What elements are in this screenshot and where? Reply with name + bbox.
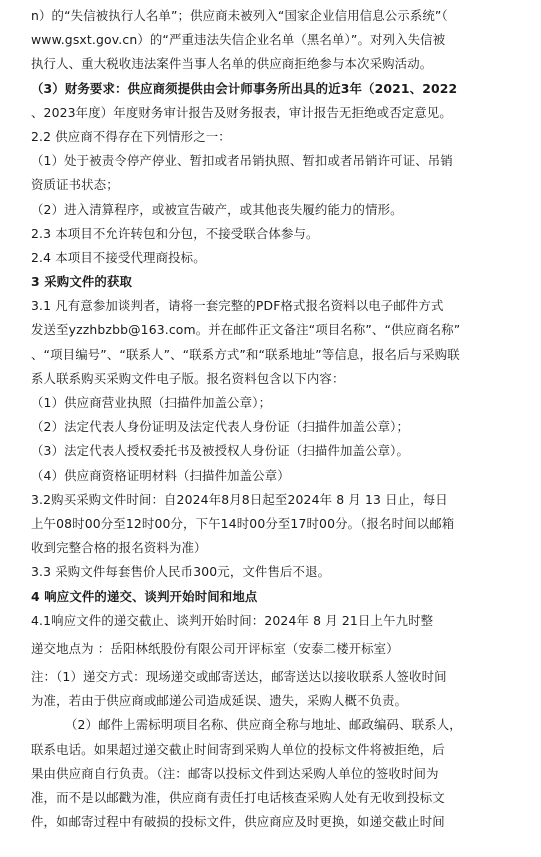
text-line: 3.3 采购文件每套售价人民币300元，文件售后不退。 (31, 564, 331, 580)
text-line: 执行人、重大税收违法案件当事人名单的供应商拒绝参与本次采购活动。 (31, 56, 433, 72)
text-line: （2）进入清算程序，或被宣告破产，或其他丧失履约能力的情形。 (31, 201, 403, 217)
section-2-3-text: 2.3 本项目不允许转包和分包，不接受联合体参与。 (31, 225, 319, 241)
submission-location: 递交地点为 ：岳阳林纸股份有限公司开评标室（安泰二楼开标室） (31, 640, 399, 656)
text-line: 、2023年度）年度财务审计报告及财务报表，审计报告无拒绝或否定意见。 (31, 104, 452, 120)
section-3-heading: 3 采购文件的获取 (31, 274, 133, 290)
text-line: www.gsxt.gov.cn）的“严重违法失信企业名单（黑名单）”。对列入失信被 (31, 32, 446, 48)
section-2-2-heading: 2.2 供应商不得存在下列情形之一： (31, 128, 231, 144)
section-4-heading: 4 响应文件的递交、谈判开始时间和地点 (31, 588, 258, 604)
text-line: （2）邮件上需标明项目名称、供应商全称与地址、邮政编码、联系人， (65, 717, 462, 733)
text-line: 果由供应商自行负责。（注：邮寄以投标文件到达采购人单位的签收时间为 (31, 765, 439, 781)
text-line: （1）处于被责令停产停业、暂扣或者吊销执照、暂扣或者吊销许可证、吊销 (31, 153, 453, 169)
section-2-4-text: 2.4 本项目不接受代理商投标。 (31, 249, 206, 265)
text-line: 上午08时00分至12时00分，下午14时00分至17时00分。（报名时间以邮箱 (31, 515, 455, 531)
text-line: 3.1 凡有意参加谈判者，请将一套完整的PDF格式报名资料以电子邮件方式 (31, 298, 444, 314)
list-item: （2）法定代表人身份证明及法定代表人身份证（扫描件加盖公章）； (31, 419, 410, 435)
financial-requirements-text: （3）财务要求：供应商须提供由会计师事务所出具的近3年（2021、2022 (31, 80, 458, 96)
list-item: （4）供应商资格证明材料（扫描件加盖公章） (31, 467, 290, 483)
text-line: 准，而不是以邮戳为准，供应商有责任打电话核查采购人处有无收到投标文 (31, 790, 445, 805)
text-line: 联系电话。如果超过递交截止时间寄到采购人单位的投标文件将被拒绝，后 (31, 741, 445, 757)
text-line: n）的“失信被执行人名单”；供应商未被列入“国家企业信用信息公示系统”（ (31, 8, 448, 23)
text-line: 4.1响应文件的递交截止、谈判开始时间：2024年 8 月 21日上午九时整 (31, 612, 434, 628)
text-line: 为准，若由于供应商或邮递公司造成延误、遗失，采购人概不负责。 (31, 693, 408, 709)
text-line: 件，如邮寄过程中有破损的投标文件，供应商应及时更换，如递交截止时间 (31, 814, 445, 830)
text-line: 资质证书状态； (31, 177, 119, 193)
financial-requirements-line (31, 77, 511, 101)
text-line: 收到完整合格的报名资料为准） (31, 540, 207, 556)
text-line: 系人联系购买采购文件电子版。报名资料包含以下内容： (31, 370, 345, 386)
email-line: 发送至yzzhbzbb@163.com。并在邮件正文备注“项目名称”、“供应商名称” (31, 322, 461, 338)
text-line: 3.2购买采购文件时间：自2024年8月8日起至2024年 8 月 13 日止，每日 (31, 491, 448, 507)
list-item: （3）法定代表人授权委托书及被授权人身份证（扫描件加盖公章）。 (31, 443, 410, 459)
note-line: 注：（1）递交方式：现场递交或邮寄送达，邮寄送达以接收联系人签收时间 (31, 669, 447, 685)
text-line: 、“项目编号”、“联系人”、“联系方式”和“联系地址”等信息，报名后与采购联 (31, 346, 460, 362)
list-item: （1）供应商营业执照（扫描件加盖公章）； (31, 395, 272, 410)
